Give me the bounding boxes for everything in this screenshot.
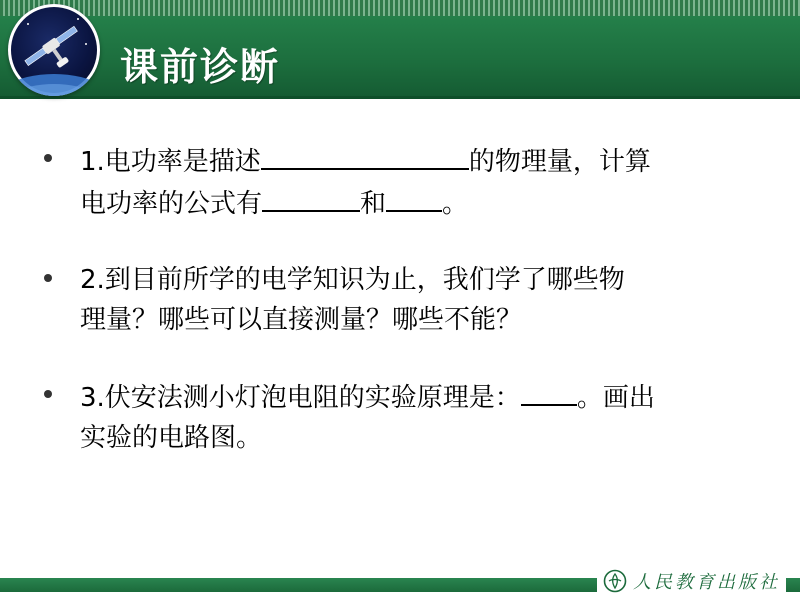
fill-blank-1c[interactable]: [386, 182, 442, 212]
question-2-text-b: 理量？哪些可以直接测量？哪些不能？: [80, 305, 523, 335]
bullet-icon: [44, 154, 52, 162]
question-1-text-b: 的物理量，计算: [468, 147, 651, 177]
question-1-text-e: 。: [442, 189, 469, 219]
publisher-logo: [597, 566, 786, 596]
publisher-emblem-icon: [603, 569, 627, 593]
fill-blank-1a[interactable]: [261, 140, 469, 170]
question-3-text-b: 。画出: [576, 383, 655, 413]
page-title: 课前诊断: [120, 45, 281, 89]
bullet-icon: [44, 390, 52, 398]
list-item: [40, 260, 760, 340]
question-1-text-d: 和: [360, 189, 387, 219]
fill-blank-1b[interactable]: [262, 182, 360, 212]
question-list: [40, 140, 760, 494]
question-1-text-c: 电功率的公式有: [80, 189, 263, 219]
header-stripes: [0, 0, 800, 16]
bullet-icon: [44, 274, 52, 282]
space-station-logo-icon: [8, 4, 100, 96]
question-1-text-a: 1.电功率是描述: [80, 147, 261, 177]
fill-blank-3[interactable]: [521, 376, 577, 406]
question-3-text-a: 3.伏安法测小灯泡电阻的实验原理是：: [80, 383, 521, 413]
question-2-text-a: 2.到目前所学的电学知识为止，我们学了哪些物: [80, 265, 625, 295]
list-item: [40, 140, 760, 224]
list-item: [40, 376, 760, 458]
question-3-text-c: 实验的电路图。: [80, 423, 263, 453]
publisher-name: 人民教育出版社: [633, 572, 780, 593]
